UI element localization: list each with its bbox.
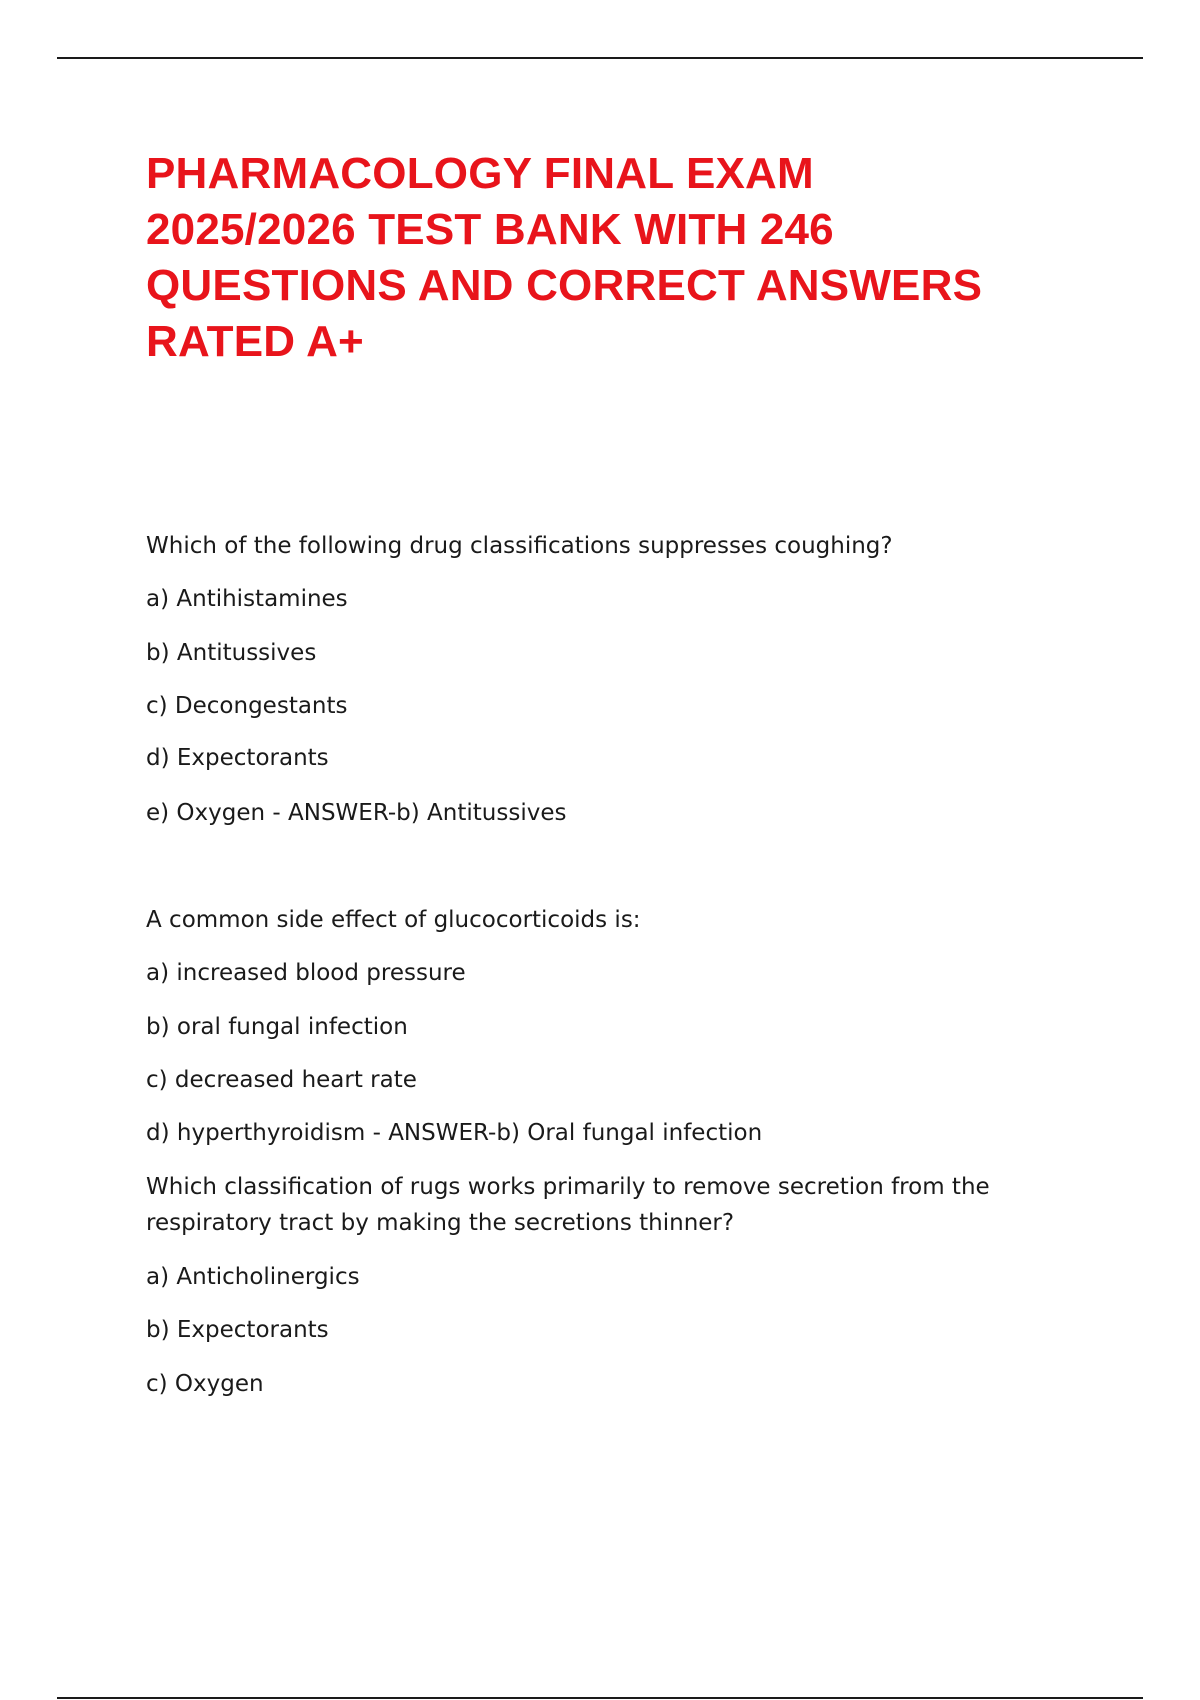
question-2-option-b: b) oral fungal infection (146, 1014, 408, 1040)
question-1-option-e-answer: e) Oxygen - ANSWER-b) Antitussives (146, 800, 567, 826)
question-2-text: A common side effect of glucocorticoids is: (146, 907, 641, 933)
title-line-3: QUESTIONS AND CORRECT ANSWERS (146, 261, 983, 310)
question-1-option-a: a) Antihistamines (146, 586, 348, 612)
question-3-option-a: a) Anticholinergics (146, 1264, 360, 1290)
question-2-option-d-answer: d) hyperthyroidism - ANSWER-b) Oral fungal infection (146, 1120, 763, 1146)
title-line-4: RATED A+ (146, 317, 364, 366)
top-divider (57, 57, 1143, 59)
title-line-2: 2025/2026 TEST BANK WITH 246 (146, 205, 834, 254)
question-3-text-line-1: Which classification of rugs works primarily to remove secretion from the (146, 1174, 990, 1200)
question-1-option-c: c) Decongestants (146, 693, 348, 719)
question-2-option-a: a) increased blood pressure (146, 960, 466, 986)
question-3-option-b: b) Expectorants (146, 1317, 329, 1343)
question-1-option-d: d) Expectorants (146, 745, 329, 771)
question-1-text: Which of the following drug classifications suppresses coughing? (146, 533, 893, 559)
question-3-option-c: c) Oxygen (146, 1371, 264, 1397)
title-line-1: PHARMACOLOGY FINAL EXAM (146, 149, 814, 198)
question-2-option-c: c) decreased heart rate (146, 1067, 417, 1093)
bottom-divider (57, 1697, 1143, 1699)
document-title (146, 146, 1106, 370)
question-3-text-line-2: respiratory tract by making the secretions thinner? (146, 1210, 735, 1236)
question-1-option-b: b) Antitussives (146, 640, 317, 666)
